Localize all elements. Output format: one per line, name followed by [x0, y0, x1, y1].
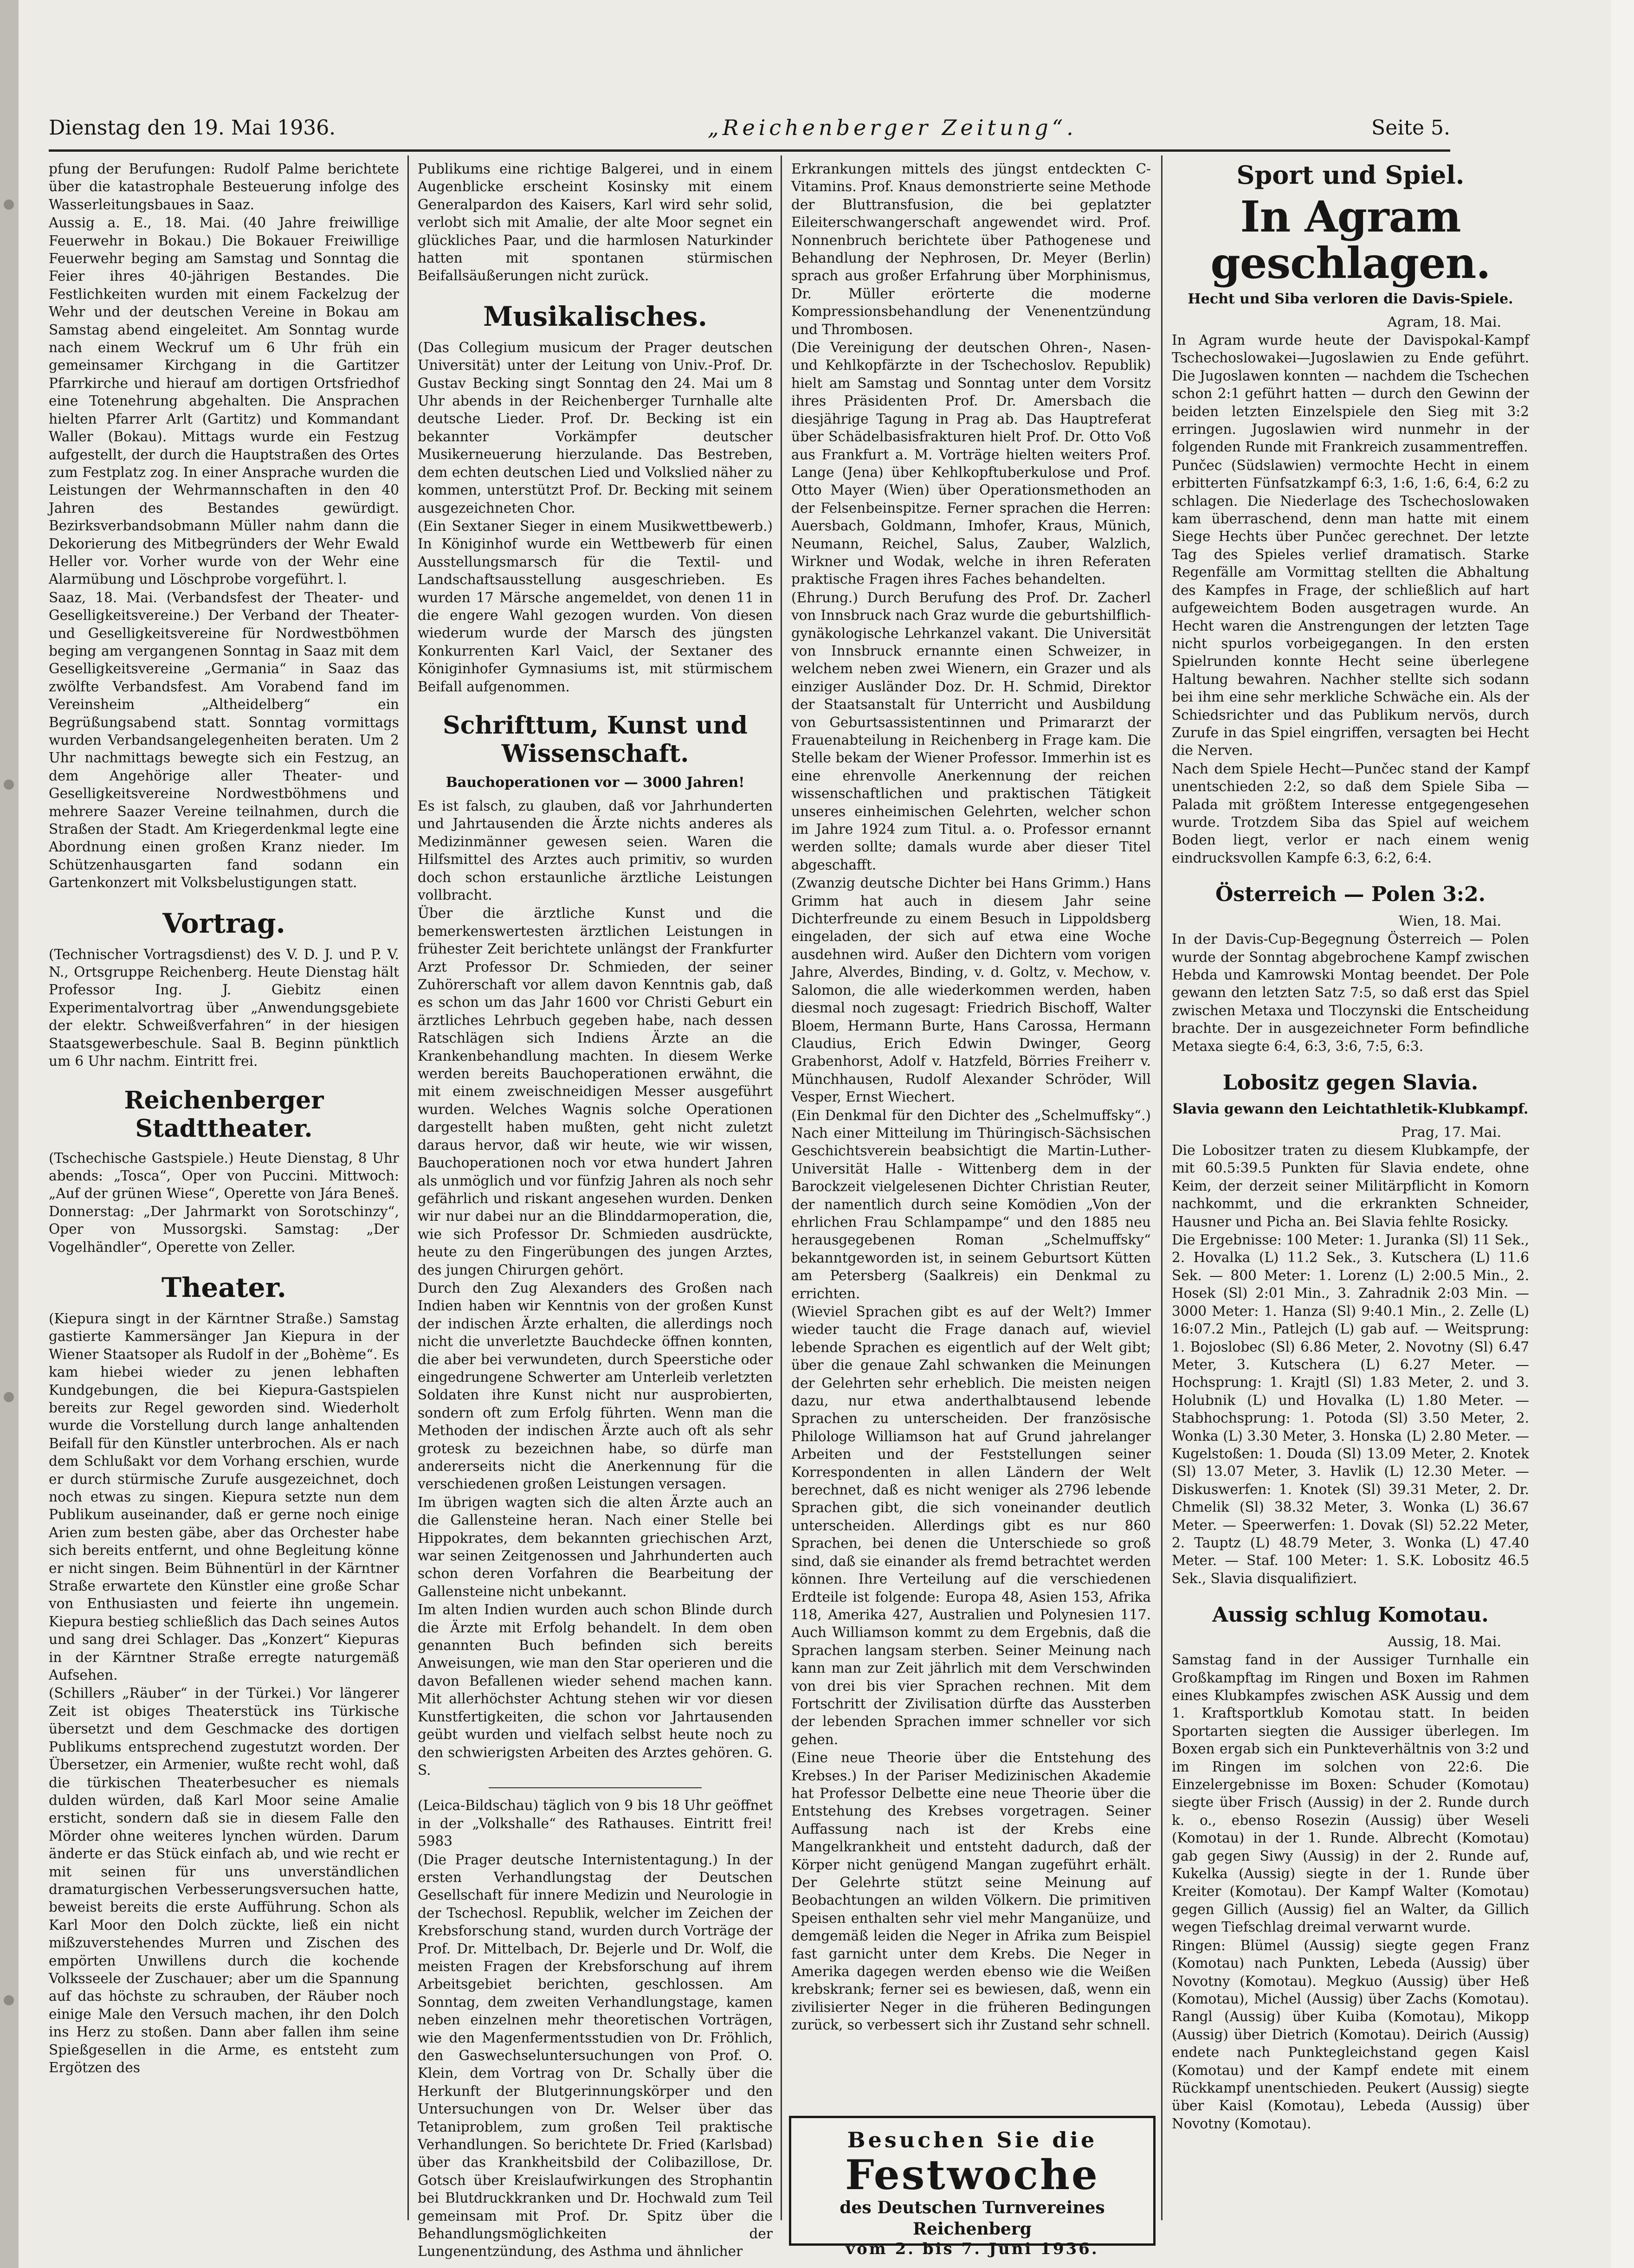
section-heading: Lobositz gegen Slavia. [1222, 1071, 1479, 1095]
article-paragraph: Saaz, 18. Mai. (Verbandsfest der Theater- und Geselligkeitsvereine.) Der Verband der Theater- und Geselligkeitsvereine für Nordwestböhmen beging am vergangenen Sonntag in Saaz mit dem Geselligkeitsvereine „Germania“ in Saaz das zwölfte Verbandsfest. Am Vorabend fand im Vereinsheim „Altheidelberg“ ein Begrüßungsabend statt. Sonntag vormittags wurden Verbandsangelegenheiten beraten. Um 2 Uhr nachmittags bewegte sich ein Festzug, an dem Angehörige aller Theater- und Geselligkeitsvereine Nordwestböhmens und mehrere Saazer Vereine teilnahmen, durch die Straßen der Stadt. Am Kriegerdenkmal legte eine Abordnung einen großen Kranz nieder. Im Schützenhausgarten fand sodann ein Gartenkonzert mit Volksbelustigungen statt. [49, 589, 399, 891]
column-divider [1161, 155, 1163, 2220]
section-heading: Theater. [161, 1271, 286, 1303]
article-paragraph: Es ist falsch, zu glauben, daß vor Jahrhunderten und Jahrtausenden die Ärzte nichts anderes als Medizinmänner gewesen seien. Waren die Hilfsmittel des Arztes auch primitiv, so wurden doch schon erstaunliche ärztliche Leistungen vollbracht. [418, 798, 773, 903]
binding-hole [4, 200, 14, 210]
article-paragraph: pfung der Berufungen: Rudolf Palme berichtete über die katastrophale Besteuerung infolge des Wasserleitungsbaues in Saaz. [49, 161, 399, 213]
article-paragraph: Die Lobositzer traten zu diesem Klubkampfe, der mit 60.5:39.5 Punkten für Slavia endete, ohne Keim, der derzeit seiner Militärpflicht in Komorn nachkommt, und die erkrankten Schneider, Hausner und Picha an. Bei Slavia fehlte Rosicky. [1172, 1142, 1529, 1230]
page-binding-edge [0, 0, 19, 2268]
article-paragraph: (Ein Sextaner Sieger in einem Musikwettbewerb.) In Königinhof wurde ein Wettbewerb für einen Ausstellungsmarsch für die Textil- und Landschaftsausstellung ausgeschrieben. Es wurden 17 Märsche angemeldet, von denen 11 in die engere Wahl gezogen wurden. Von diesen wiederum wurde der Marsch des jüngsten Konkurrenten Karl Vaicl, der Sextaner des Königinhofer Gymnasiums ist, mit stürmischem Beifall aufgenommen. [418, 518, 773, 695]
article-paragraph: (Eine neue Theorie über die Entstehung des Krebses.) In der Pariser Medizinischen Akademie hat Professor Delbette eine neue Theorie über die Entstehung des Krebses vorgetragen. Seiner Auffassung nach ist der Krebs eine Mangelkrankheit und entsteht dadurch, daß der Körper nicht genügend Mangan zugeführt erhält. Der Gelehrte stützt seine Meinung auf Beobachtungen an wilden Völkern. Die primitiven Speisen enthalten sehr viel mehr Manganüize, und demgemäß leiden die Neger in Afrika zum Beispiel fast garnicht unter dem Krebs. Die Neger in Amerika dagegen werden ebenso wie die Weißen krebskrank; ferner sei es bewiesen, daß, wenn ein zivilisierter Neger in die früheren Bedingungen zurück, so verbessert sich ihr Zustand sehr schnell. [791, 1750, 1151, 2033]
article-paragraph: Aussig a. E., 18. Mai. (40 Jahre freiwillige Feuerwehr in Bokau.) Die Bokauer Freiwillige Feuerwehr beging am Samstag und Sonntag die Feier ihres 40-jährigen Bestandes. Die Festlichkeiten wurden mit einem Fackelzug der Wehr und der deutschen Vereine in Bokau am Samstag abend eingeleitet. Am Sonntag wurde nach einem Weckruf um 6 Uhr früh ein gemeinsamer Kirchgang in die Gartitzer Pfarrkirche und hierauf am dortigen Ortsfriedhof eine Totenehrung abgehalten. Die Ansprachen hielten Pfarrer Arlt (Gartitz) und Kommandant Waller (Bokau). Mittags wurde ein Festzug aufgestellt, der durch die Hauptstraßen des Ortes zum Festplatz zog. In einer Ansprache wurden die Leistungen der Wehrmannschaften in den 40 Jahren des Bestandes gewürdigt. Bezirksverbandsobmann Müller nahm dann die Dekorierung des Mitbegründers der Wehr Ewald Heller vor. Vorher wurde von der Wehr eine Alarmübung und Löschprobe vorgeführt. l. [49, 215, 399, 587]
binding-hole [4, 1392, 14, 1402]
article-paragraph: Publikums eine richtige Balgerei, und in einem Augenblicke erscheint Kosinsky mit einem Generalpardon des Kaisers, Karl wird sehr solid, verlobt sich mit Amalie, der alte Moor segnet ein glückliches Paar, und die harmlosen Naturkinder hatten mit spontanen stürmischen Beifallsäußerungen nicht zurück. [418, 161, 773, 284]
page-header [49, 107, 1450, 148]
article-paragraph: Im übrigen wagten sich die alten Ärzte auch an die Gallensteine heran. Nach einer Stelle bei Hippokrates, dem bekannten griechischen Arzt, war seinen Zeitgenossen und Jahrhunderten auch schon deren Vorfahren die Bearbeitung der Gallensteine nicht unbekannt. [418, 1494, 773, 1599]
dateline: Prag, 17. Mai. [1401, 1124, 1501, 1141]
newspaper-name: „Reichenberger Zeitung“. [708, 115, 1077, 140]
article-subheading: Bauchoperationen vor — 3000 Jahren! [446, 774, 745, 791]
header-rule [49, 149, 1450, 152]
article-paragraph: (Leica-Bildschau) täglich von 9 bis 18 Uhr geöffnet in der „Volkshalle“ des Rathauses. Eintritt frei! 5983 [418, 1798, 773, 1849]
article-paragraph: (Technischer Vortragsdienst) des V. D. J. und P. V. N., Ortsgruppe Reichenberg. Heute Dienstag hält Professor Ing. J. Giebitz einen Experimentalvortrag über „Anwendungsgebiete der elektr. Schweißverfahren“ in der hiesigen Staatsgewerbeschule. Saal B. Beginn pünktlich um 6 Uhr nachm. Eintritt frei. [49, 946, 399, 1070]
article-paragraph: Nach dem Spiele Hecht—Punčec stand der Kampf unentschieden 2:2, so daß dem Spiele Siba — Palada mit größtem Interesse entgegengesehen wurde. Trotzdem Siba das Spiel auf weichem Boden liegt, verlor er nach einem wenig eindrucksvollen Kampfe 6:3, 6:2, 6:4. [1172, 760, 1529, 866]
article-paragraph: Durch den Zug Alexanders des Großen nach Indien haben wir Kenntnis von der großen Kunst der indischen Ärzte erhalten, die allerdings noch nicht die unverletzte Bauchdecke öffnen konnten, die aber bei verwundeten, durch Speerstiche oder eingedrungene Schwerter am Unterleib verletzten Soldaten ihre Kunst nicht nur ausprobierten, sondern oft zum Erfolg führten. Wenn man die Methoden der indischen Ärzte auch oft als sehr grotesk zu bezeichnen habe, so dürfe man andererseits nicht die Anerkennung für die verschiedenen großen Leistungen versagen. [418, 1280, 773, 1492]
ad-organizer: des Deutschen Turnvereines Reichenberg [840, 2198, 1105, 2239]
binding-hole [4, 780, 14, 790]
article-paragraph: (Schillers „Räuber“ in der Türkei.) Vor längerer Zeit ist obiges Theaterstück ins Türkische übersetzt und dem Geschmacke des dortigen Publikums entsprechend zugestutzt worden. Der Übersetzer, ein Armenier, wußte recht wohl, daß die türkischen Theaterbesucher es niemals dulden würden, daß Karl Moor seine Amalie ersticht, sondern daß sie in diesem Falle den Mörder ohne weiteres lynchen würden. Darum änderte er das Stück einfach ab, und wie recht er mit seinen für uns unverständlichen dramaturgischen Verbesserungsversuchen hatte, beweist bereits die erste Aufführung. Schon als Karl Moor den Dolch zückte, ließ ein nicht mißzuverstehendes Murren und Zischen des empörten Unwillens durch die kochende Volksseele der Zuschauer; aber um die Spannung auf das höchste zu schrauben, der Räuber noch einige Male den Versuch machen, ihr den Dolch ins Herz zu stoßen. Dann aber fallen ihm seine Spießgesellen in die Arme, es entsteht zum Ergötzen des [49, 1685, 399, 2075]
article-subheading: Slavia gewann den Leichtathletik-Klubkampf. [1172, 1101, 1529, 1118]
article-paragraph: (Ein Denkmal für den Dichter des „Schelmuffsky“.) Nach einer Mitteilung im Thüringisch-Sächsischen Geschichtsverein beabsichtigt die Martin-Luther-Universität Halle - Wittenberg dem in der Barockzeit vielgelesenen Dichter Christian Reuter, der namentlich durch seine Komödien „Von der ehrlichen Frau Schlampampe“ und den 1885 neu herausgegebenen Roman „Schelmuffsky“ bekanntgeworden ist, in seinem Geburtsort Kütten am Petersberg (Saalkreis) ein Denkmal zu errichten. [791, 1107, 1151, 1302]
article-paragraph: In Agram wurde heute der Davispokal-Kampf Tschechoslowakei—Jugoslawien zu Ende geführt. Die Jugoslawen konnten — nachdem die Tschechen schon 2:1 geführt hatten — durch den Gewinn der beiden letzten Einzelspiele den Sieg mit 3:2 erringen. Jugoslawien wird nunmehr in der folgenden Runde mit Frankreich zusammentreffen. [1172, 332, 1529, 455]
article-paragraph: (Wieviel Sprachen gibt es auf der Welt?) Immer wieder taucht die Frage danach auf, wieviel lebende Sprachen es eigentlich auf der Welt gibt; über die genaue Zahl schwanken die Meinungen der Gelehrten sehr erheblich. Die meisten neigen dazu, nur etwa anderthalbtausend lebende Sprachen zu unterscheiden. Der französische Philologe Williamson hat auf Grund jahrelanger Arbeiten und der Feststellungen seiner Korrespondenten in allen Ländern der Welt berechnet, daß es nicht weniger als 2796 lebende Sprachen gibt, die sich voneinander deutlich unterscheiden. Allerdings gibt es nur 860 Sprachen, bei denen die Unterschiede so groß sind, daß sie einander als fremd betrachtet werden können. Ihre Verteilung auf die verschiedenen Erdteile ist folgende: Europa 48, Asien 153, Afrika 118, Amerika 427, Australien und Polynesien 117. Auch Williamson kommt zu dem Ergebnis, daß die Sprachen langsam sterben. Seiner Meinung nach kann man zur Zeit jährlich mit dem Verschwinden von drei bis vier Sprachen rechnen. Mit dem Fortschritt der Zivilisation dürfte das Aussterben der lebenden Sprachen immer schneller vor sich gehen. [791, 1304, 1151, 1747]
dateline: Aussig, 18. Mai. [1388, 1634, 1501, 1650]
article-paragraph: Im alten Indien wurden auch schon Blinde durch die Ärzte mit Erfolg behandelt. In dem oben genannten Buch befinden sich bereits Anweisungen, wie man den Star operieren und die davon Befallenen wieder sehend machen kann. Mit allerhöchster Achtung stehen wir vor diesen Kunstfertigkeiten, die schon vor Jahrtausenden geübt wurden und vielfach selbst heute noch zu den schwierigsten Arbeiten des Arztes gehören. G. S. [418, 1602, 773, 1778]
article-paragraph: (Tschechische Gastspiele.) Heute Dienstag, 8 Uhr abends: „Tosca“, Oper von Puccini. Mittwoch: „Auf der grünen Wiese“, Operette von Jára Beneš. Donnerstag: „Der Jahrmarkt von Sorotschinzy“, Oper von Mussorgski. Samstag: „Der Vogelhändler“, Operette von Zeller. [49, 1150, 399, 1255]
column-1 [49, 160, 399, 2202]
issue-date: Dienstag den 19. Mai 1936. [49, 116, 336, 140]
page-margin-right [1611, 0, 1634, 2268]
dateline: Wien, 18. Mai. [1398, 913, 1501, 930]
section-heading: Österreich — Polen 3:2. [1215, 883, 1485, 907]
article-paragraph: Erkrankungen mittels des jüngst entdeckten C-Vitamins. Prof. Knaus demonstrierte seine Methode der Bluttransfusion, die bei geplatzter Eileiterschwangerschaft angewendet wird. Prof. Nonnenbruch berichtete über Pathogenese und Behandlung der Nephrosen, Dr. Meyer (Berlin) sprach aus großer Erfahrung über Morphinismus, Dr. Müller erörterte die moderne Kompressionsbehandlung der Venenentzündung und Thrombosen. [791, 161, 1151, 337]
section-heading: Musikalisches. [483, 300, 707, 332]
article-paragraph: (Ehrung.) Durch Berufung des Prof. Dr. Zacherl von Innsbruck nach Graz wurde die geburtshilflich-gynäkologische Lehrkanzel vakant. Die Universität von Innsbruck ernannte einen Schweizer, in welchem neben zwei Wienern, ein Grazer und als einziger Ausländer Doz. Dr. H. Schmid, Direktor der Staatsanstalt für Unterricht und Ausbildung von Geburtsassistentinnen und Primararzt der Frauenabteilung in Reichenberg in Frage kam. Die Stelle bekam der Wiener Professor. Immerhin ist es eine ehrenvolle Anerkennung der reichen wissenschaftlichen und praktischen Tätigkeit unseres einheimischen Gelehrten, welcher schon im Jahre 1924 zum Titul. a. o. Professor ernannt werden sollte; damals wurde aber dieser Titel abgeschafft. [791, 589, 1151, 873]
article-paragraph: (Das Collegium musicum der Prager deutschen Universität) unter der Leitung von Univ.-Prof. Dr. Gustav Becking singt Sonntag den 24. Mai um 8 Uhr abends in der Reichenberger Turnhalle alte deutsche Lieder. Prof. Dr. Becking ist ein bekannter Vorkämpfer deutscher Musikerneuerung hierzulande. Das Bestreben, dem echten deutschen Lied und Volkslied näher zu kommen, unterstützt Prof. Dr. Becking mit seinem ausgezeichneten Chor. [418, 339, 773, 516]
section-heading: Vortrag. [162, 907, 285, 939]
article-paragraph: Samstag fand in der Aussiger Turnhalle ein Großkampftag im Ringen und Boxen im Rahmen eines Klubkampfes zwischen ASK Aussig und dem 1. Kraftsportklub Komotau statt. In beiden Sportarten siegten die Aussiger überlegen. Im Boxen ergab sich ein Punkteverhältnis von 3:2 und im Ringen im solchen von 22:6. Die Einzelergebnisse im Boxen: Schuder (Komotau) siegte über Frisch (Aussig) in der 2. Runde durch k. o., ebenso Rosezin (Aussig) über Weseli (Komotau) in der 1. Runde. Albrecht (Komotau) gab gegen Siwy (Aussig) in der 2. Runde auf, Kukelka (Aussig) siegte in der 1. Runde über Kreiter (Komotau). Der Kampf Walter (Komotau) gegen Gillich (Aussig) fiel an Walter, da Gillich wegen Tiefschlag dreimal verwarnt wurde. [1172, 1652, 1529, 1935]
article-paragraph: In der Davis-Cup-Begegnung Österreich — Polen wurde der Sonntag abgebrochene Kampf zwischen Hebda und Kamrowski Montag beendet. Der Pole gewann den letzten Satz 7:5, so daß erst das Spiel zwischen Metaxa und Tloczynski die Entscheidung brachte. Der in ausgezeichneter Form befindliche Metaxa siegte 6:4, 6:3, 3:6, 7:5, 6:3. [1172, 931, 1529, 1054]
section-heading: Aussig schlug Komotau. [1212, 1603, 1489, 1627]
article-paragraph: Ringen: Blümel (Aussig) siegte gegen Franz (Komotau) nach Punkten, Lebeda (Aussig) über Novotny (Komotau). Megkuo (Aussig) über Heß (Komotau), Michel (Aussig) über Zachs (Komotau). Rangl (Aussig) über Kuiba (Komotau), Mikopp (Aussig) über Dietrich (Komotau). Deirich (Aussig) endete nach Punktegleichstand gegen Kaisl (Komotau) und der Kampf endete mit einem Rückkampf unentschieden. Peukert (Aussig) siegte über Kaisl (Komotau), Lebeda (Aussig) über Novotny (Komotau). [1172, 1937, 1529, 2132]
column-divider [781, 155, 782, 2220]
article-paragraph: Über die ärztliche Kunst und die bemerkenswertesten ärztlichen Leistungen in frühester Zeit berichtete unlängst der Frankfurter Arzt Professor Dr. Schmieden, der seiner Zuhörerschaft vor allem davon Kenntnis gab, daß es schon um das Jahr 1600 vor Christi Geburt ein ärztliches Lehrbuch gegeben habe, nach dessen Ratschlägen sich Indiens Ärzte an die Krankenbehandlung machten. In diesem Werke werden bereits Bauchoperationen erwähnt, die mit einem zweischneidigen Messer ausgeführt wurden. Welches Wagnis solche Operationen dargestellt haben mußten, geht nicht zuletzt daraus hervor, daß wir heute, wie wir wissen, Bauchoperationen noch vor etwa hundert Jahren als unmöglich und vor fünfzig Jahren als noch sehr gefährlich und riskant angesehen wurden. Denken wir nur dabei nur an die Blinddarmoperation, die, wie sich Professor Dr. Schmieden ausdrückte, heute zu den Fingerübungen des jungen Arztes, des jungen Chirurgen gehört. [418, 905, 773, 1278]
dateline: Agram, 18. Mai. [1387, 314, 1501, 330]
ad-dates: vom 2. bis 7. Juni 1936. [846, 2240, 1099, 2258]
column-2 [418, 160, 773, 2260]
ad-line-1: Besuchen Sie die [847, 2127, 1098, 2152]
sport-section-title: Sport und Spiel. [1236, 160, 1465, 190]
article-paragraph: (Die Prager deutsche Internistentagung.) In der ersten Verhandlungstag der Deutschen Gesellschaft für innere Medizin und Neurologie in der Tschechosl. Republik, welcher im Zeichen der Krebsforschung stand, wurden durch Vorträge der Prof. Dr. Mittelbach, Dr. Bejerle und Dr. Wolf, die meisten Fragen der Krebsforschung auf ihrem Arbeitsgebiet berichten, geschlossen. Am Sonntag, dem zweiten Verhandlungstage, kamen neben einzelnen mehr theoretischen Vorträgen, wie den Magenfermentsstudien von Dr. Fröhlich, den Gaswechseluntersuchungen von Prof. O. Klein, dem Vortrag von Dr. Schally über die Herkunft der Blutgerinnungskörper und den Untersuchungen von Dr. Welser über das Tetaniproblem, zum großen Teil praktische Verhandlungen. So berichtete Dr. Fried (Karlsbad) über das Krankheitsbild der Colibazillose, Dr. Gotsch über Kreislaufwirkungen des Strophantin bei Blutdruckkranken und Dr. Hochwald zum Teil gemeinsam mit Prof. Dr. Spitz über die Behandlungsmöglichkeiten der Lungenentzündung, des Asthma und ähnlicher [418, 1851, 773, 2260]
column-4 [1172, 160, 1529, 2202]
festwoche-advertisement [789, 2116, 1156, 2258]
sport-headline: In Agram geschlagen. [1210, 192, 1491, 288]
article-paragraph: (Zwanzig deutsche Dichter bei Hans Grimm.) Hans Grimm hat auch in diesem Jahr seine Dichterfreunde zu einem Besuch in Lippoldsberg eingeladen, der sich auf etwa eine Woche ausdehnen wird. Außer den Dichtern vom vorigen Jahre, Alverdes, Binding, v. d. Goltz, v. Mechow, v. Salomon, die alle wiederkommen werden, haben diesmal noch zugesagt: Friedrich Bischoff, Walter Bloem, Hermann Burte, Hans Carossa, Hermann Claudius, Erich Edwin Dwinger, Georg Grabenhorst, Adolf v. Hatzfeld, Börries Freiherr v. Münchhausen, Rudolf Alexander Schröder, Will Vesper, Ernst Wiechert. [791, 875, 1151, 1105]
section-heading: Reichenberger Stadttheater. [124, 1086, 324, 1143]
section-heading: Schrifttum, Kunst und Wissenschaft. [443, 711, 748, 768]
page-number: Seite 5. [1371, 116, 1450, 140]
article-paragraph: Die Ergebnisse: 100 Meter: 1. Juranka (Sl) 11 Sek., 2. Hovalka (L) 11.2 Sek., 3. Kutschera (L) 11.6 Sek. — 800 Meter: 1. Lorenz (L) 2:00.5 Min., 2. Hosek (Sl) 2:01 Min., 3. Zahradnik 2:03 Min. — 3000 Meter: 1. Hanza (Sl) 9:40.1 Min., 2. Zelle (L) 16:07.2 Min., Patlejch (L) gab auf. — Weitsprung: 1. Bojoslobec (Sl) 6.86 Meter, 2. Novotny (Sl) 6.47 Meter, 3. Kutschera (L) 6.27 Meter. — Hochsprung: 1. Krajtl (Sl) 1.83 Meter, 2. und 3. Holubnik (L) und Hovalka (L) 1.80 Meter. — Stabhochsprung: 1. Potoda (Sl) 3.50 Meter, 2. Wonka (L) 3.30 Meter, 3. Honska (L) 2.80 Meter. — Kugelstoßen: 1. Douda (Sl) 13.09 Meter, 2. Knotek (Sl) 13.07 Meter, 3. Havlik (L) 12.30 Meter. — Diskuswerfen: 1. Knotek (Sl) 39.31 Meter, 2. Dr. Chmelik (Sl) 38.32 Meter, 3. Wonka (L) 36.67 Meter. — Speerwerfen: 1. Dovak (Sl) 52.22 Meter, 2. Tauptz (L) 48.79 Meter, 3. Wonka (L) 47.40 Meter. — Staf. 100 Meter: 1. S.K. Lobositz 46.5 Sek., Slavia disqualifiziert. [1172, 1232, 1529, 1586]
binding-hole [4, 1995, 14, 2005]
column-3 [791, 160, 1151, 2100]
article-paragraph: (Kiepura singt in der Kärntner Straße.) Samstag gastierte Kammersänger Jan Kiepura in der Wiener Staatsoper als Rudolf in der „Bohème“. Es kam hiebei wieder zu jenen lebhaften Kundgebungen, die bei Kiepura-Gastspielen bereits zur Regel geworden sind. Wiederholt wurde die Vorstellung durch lange anhaltenden Beifall für den Künstler unterbrochen. Als er nach dem Schlußakt vor dem Vorhang erschien, wurde er durch stürmische Zurufe ausgezeichnet, doch noch etwas zu singen. Kiepura setzte nun dem Publikum auseinander, daß er gerne noch einige Arien zum besten gäbe, aber das Orchester habe sich bereits entfernt, und ohne Begleitung könne er nicht singen. Beim Bühnentürl in der Kärntner Straße erwartete den Künstler eine große Schar von Enthusiasten und feierte ihn ungemein. Kiepura bestieg schließlich das Dach seines Autos und sang drei Schlager. Das „Konzert“ Kiepuras in der Kärntner Straße erregte naturgemäß Aufsehen. [49, 1310, 399, 1683]
ad-headline: Festwoche [845, 2151, 1099, 2199]
section-separator [489, 1787, 702, 1788]
column-divider [407, 155, 409, 2220]
article-subheading: Hecht und Siba verloren die Davis-Spiele. [1188, 291, 1513, 307]
article-paragraph: Punčec (Südslawien) vermochte Hecht in einem erbitterten Fünfsatzkampf 6:3, 1:6, 1:6, 6:4, 6:2 zu schlagen. Die Niederlage des Tschechoslowaken kam überraschend, denn man hatte mit einem Siege Hechts über Punčec gerechnet. Der letzte Tag des Spieles verlief dramatisch. Starke Regenfälle am Vormittag stellten die Abhaltung des Kampfes in Frage, der schließlich auf hart aufgeweichtem Boden ausgetragen wurde. An Hecht waren die Anstrengungen der letzten Tage nicht spurlos vorbeigegangen. In den ersten Spielrunden konnte Hecht seine überlegene Haltung bewahren. Nachher stellte sich sodann bei ihm eine sehr merkliche Schwäche ein. Als der Schiedsrichter und das Publikum nervös, durch Zurufe in das Spiel eingriffen, versagten bei Hecht die Nerven. [1172, 457, 1529, 759]
article-paragraph: (Die Vereinigung der deutschen Ohren-, Nasen- und Kehlkopfärzte in der Tschechoslov. Republik) hielt am Samstag und Sonntag unter dem Vorsitz ihres Präsidenten Prof. Dr. Amersbach die diesjährige Tagung in Prag ab. Das Hauptreferat über Schädelbasisfrakturen hielt Prof. Dr. Otto Voß aus Frankfurt a. M. Vorträge hielten weiters Prof. Lange (Jena) über Kehlkopftuberkulose und Prof. Otto Mayer (Wien) über Operationsmethoden an der Felsenbeinspitze. Ferner sprachen die Herren: Auersbach, Goldmann, Imhofer, Kraus, Münich, Neumann, Reichel, Salus, Zauber, Walzlich, Wirkner und Wodak, welche in ihren Referaten praktische Fragen ihres Faches behandelten. [791, 340, 1151, 587]
